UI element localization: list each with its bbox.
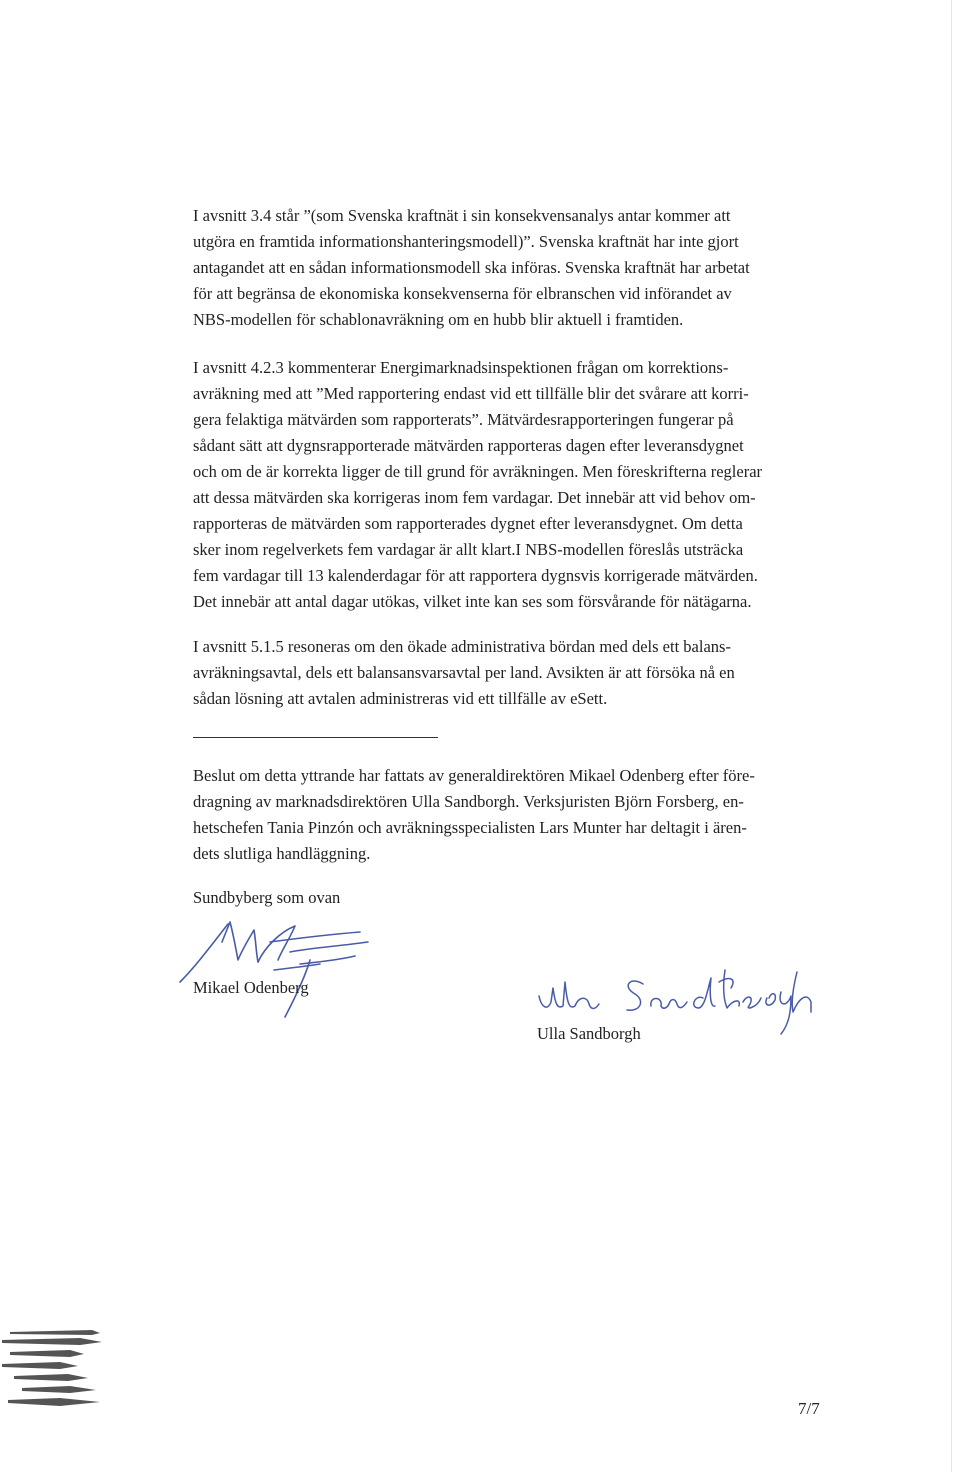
text-line: Beslut om detta yttrande har fattats av generaldirektören Mikael Odenberg efter före- (193, 766, 755, 785)
place-date-line: Sundbyberg som ovan (193, 888, 341, 907)
text-line: avräkning med att ”Med rapportering endast vid ett tillfälle blir det svårare att korri- (193, 384, 749, 403)
page-number: 7/7 (798, 1399, 820, 1418)
signatory-name-ulla-sandborgh: Ulla Sandborgh (537, 1024, 641, 1043)
signature-mikael-odenberg (170, 912, 380, 1022)
text-line: fem vardagar till 13 kalenderdagar för att rapportera dygnsvis korrigerade mätvärden. (193, 566, 758, 585)
text-line: Det innebär att antal dagar utökas, vilket inte kan ses som försvårande för nätägarna. (193, 592, 752, 611)
text-line: gera felaktiga mätvärden som rapporterats”. Mätvärdesrapporteringen fungerar på (193, 410, 734, 429)
text-line: I avsnitt 5.1.5 resoneras om den ökade administrativa bördan med dels ett balans- (193, 637, 731, 656)
text-line: utgöra en framtida informationshanteringsmodell)”. Svenska kraftnät har inte gjort (193, 232, 739, 251)
page-edge-line (951, 0, 952, 1472)
stacked-horizontal-bars-logo-icon (0, 1328, 110, 1420)
text-line: dragning av marknadsdirektören Ulla Sandborgh. Verksjuristen Björn Forsberg, en- (193, 792, 744, 811)
signatory-name-mikael-odenberg: Mikael Odenberg (193, 978, 309, 997)
separator-line (193, 737, 438, 738)
text-line: sådan lösning att avtalen administreras vid ett tillfälle av eSett. (193, 689, 608, 708)
text-line: rapporteras de mätvärden som rapporterades dygnet efter leveransdygnet. Om detta (193, 514, 743, 533)
text-line: och om de är korrekta ligger de till grund för avräkningen. Men föreskrifterna reglerar (193, 462, 763, 481)
text-line: för att begränsa de ekonomiska konsekvenserna för elbranschen vid införandet av (193, 284, 732, 303)
text-line: antagandet att en sådan informationsmodell ska införas. Svenska kraftnät har arbetat (193, 258, 750, 277)
text-line: sådant sätt att dygnsrapporterade mätvärden rapporteras dagen efter leveransdygnet (193, 436, 744, 455)
text-line: I avsnitt 4.2.3 kommenterar Energimarknadsinspektionen frågan om korrektions- (193, 358, 729, 377)
text-line: sker inom regelverkets fem vardagar är allt klart.I NBS-modellen föreslås utsträcka (193, 540, 744, 559)
text-line: att dessa mätvärden ska korrigeras inom fem vardagar. Det innebär att vid behov om- (193, 488, 756, 507)
text-line: I avsnitt 3.4 står ”(som Svenska kraftnät i sin konsekvensanalys antar kommer att (193, 206, 731, 225)
text-line: NBS-modellen för schablonavräkning om en hubb blir aktuell i framtiden. (193, 310, 684, 329)
text-line: hetschefen Tania Pinzón och avräkningsspecialisten Lars Munter har deltagit i ären- (193, 818, 747, 837)
text-line: avräkningsavtal, dels ett balansansvarsavtal per land. Avsikten är att försöka nå en (193, 663, 735, 682)
text-line: dets slutliga handläggning. (193, 844, 371, 863)
